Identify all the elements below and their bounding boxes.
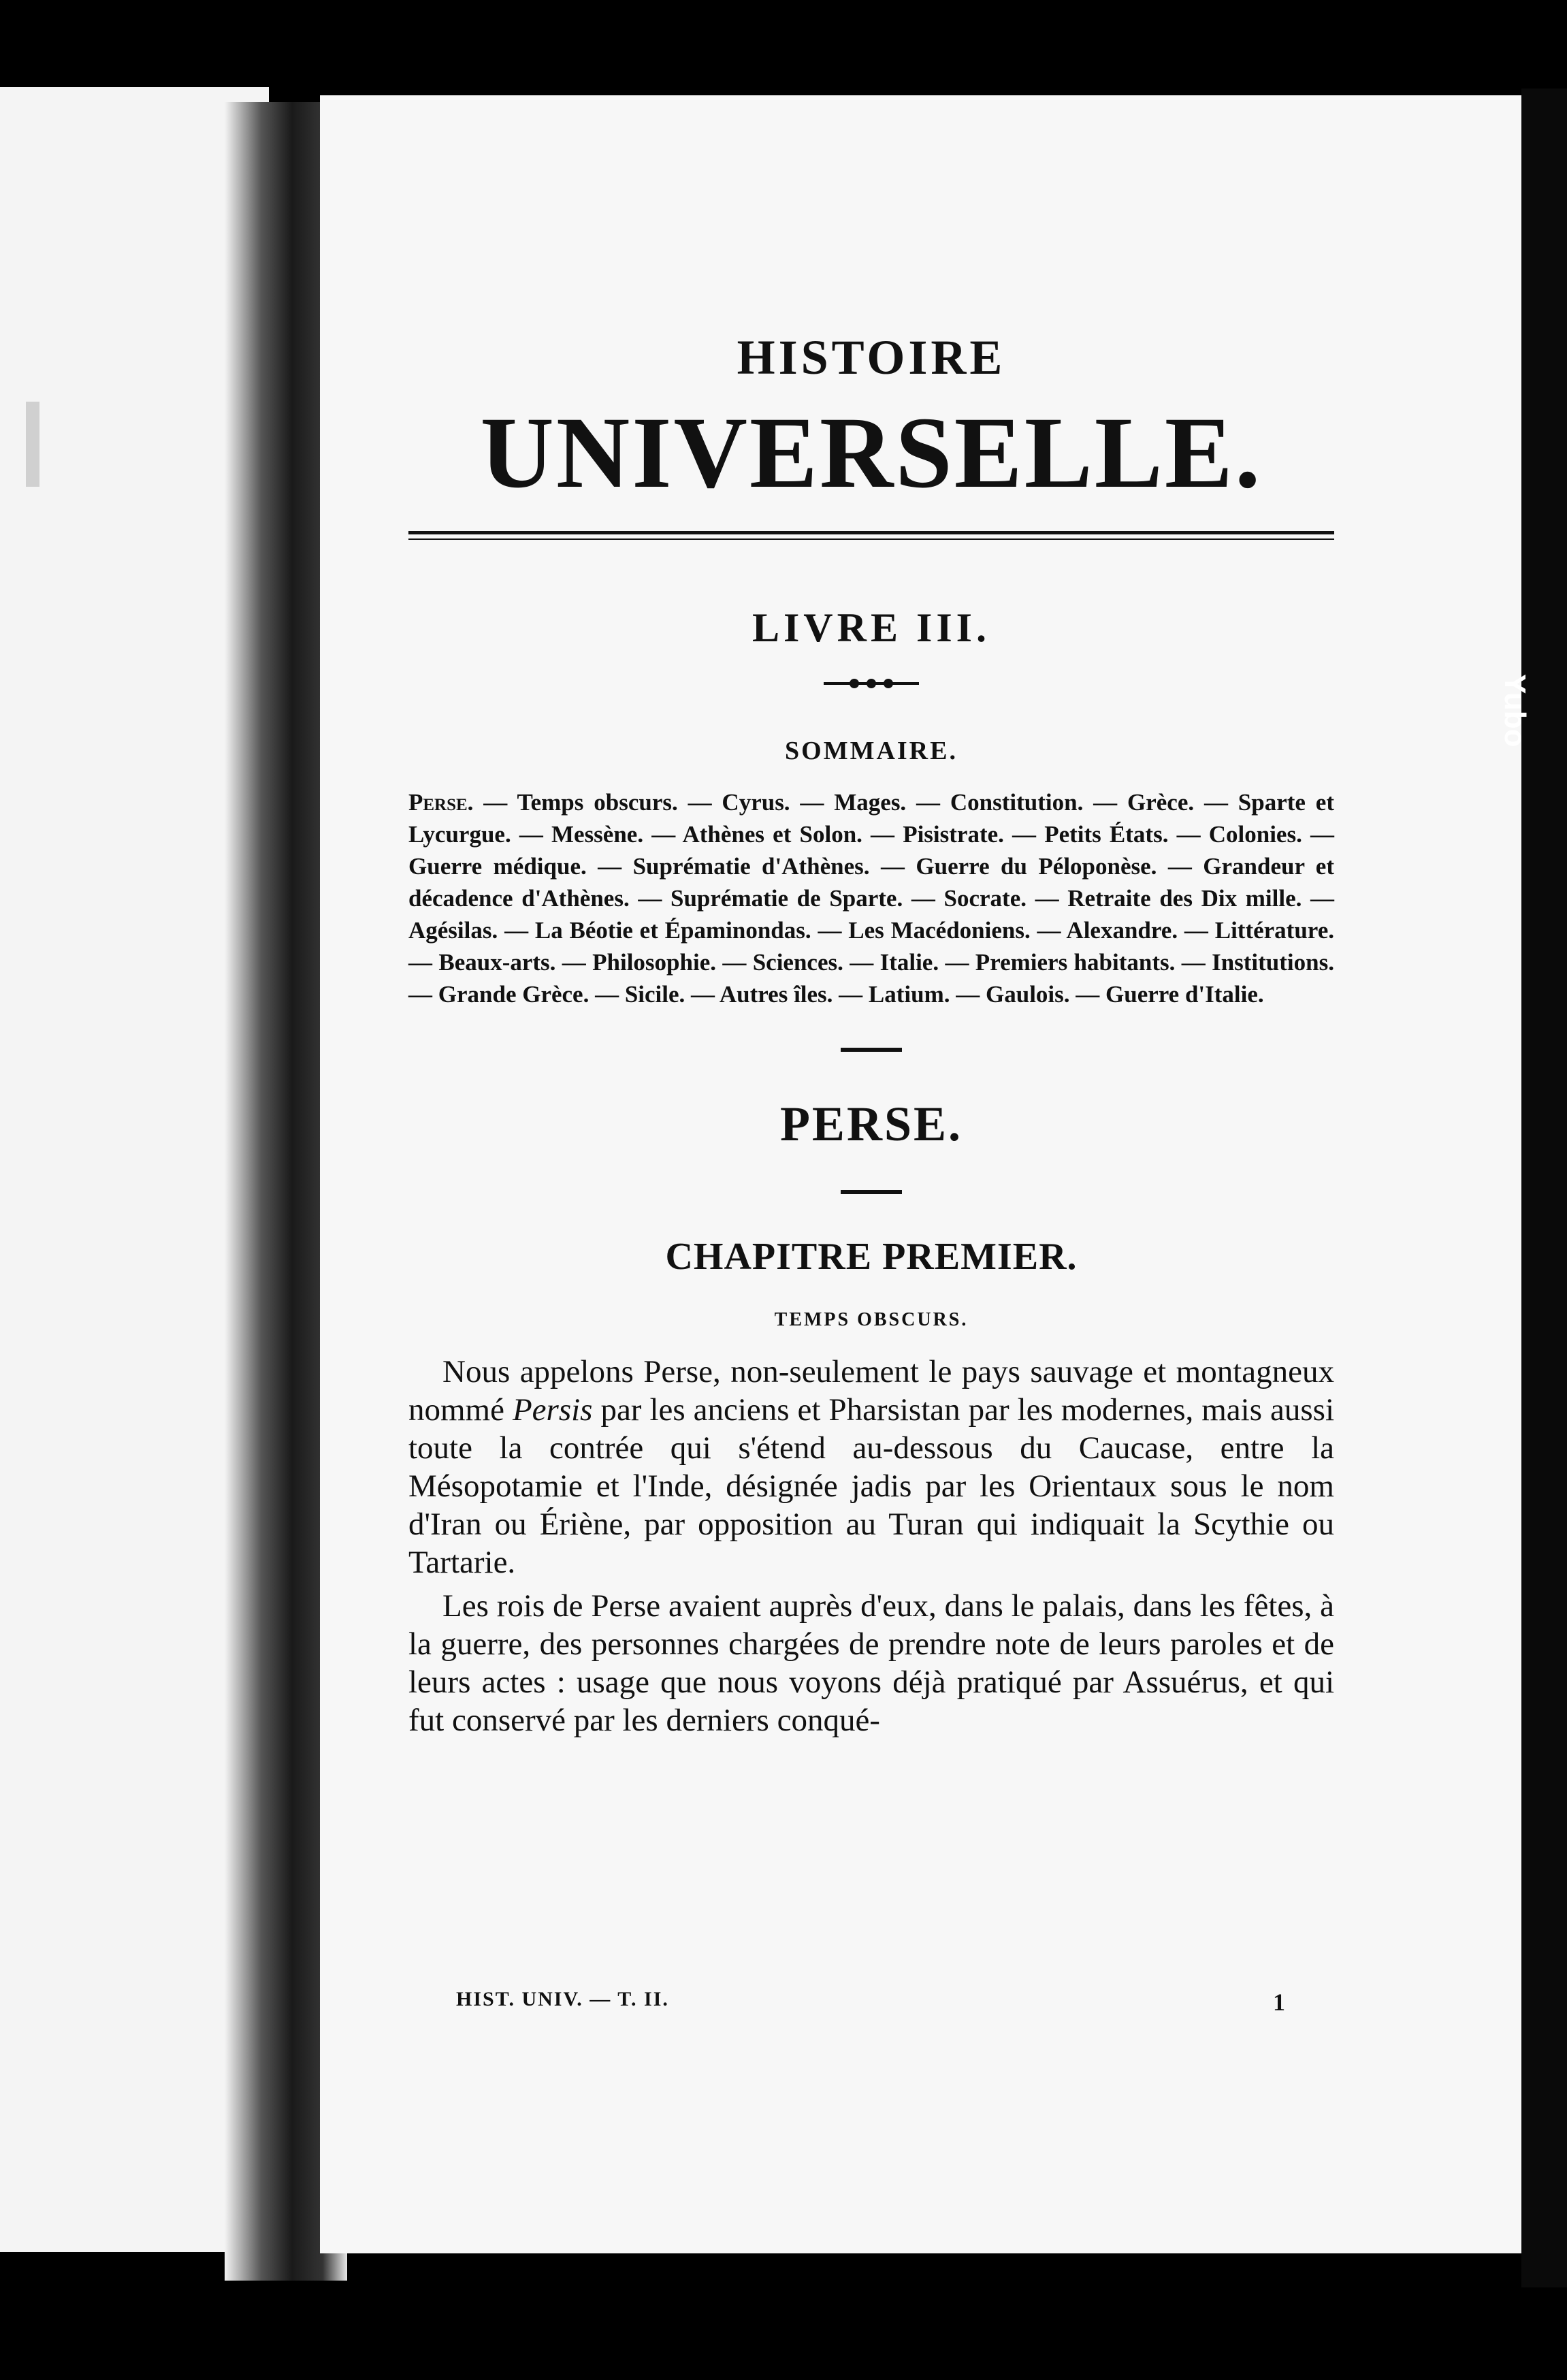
- title-rule: [408, 531, 1334, 540]
- paragraph: Les rois de Perse avaient auprès d'eux, dans le palais, dans les fêtes, à la guerre, des personnes chargées de prendre note de leurs paroles et de leurs actes : usage que nous voyons déjà pratiqué par Assuérus, et qui fut conservé par les derniers conqué-: [408, 1588, 1334, 1738]
- page-content: [408, 327, 1334, 1745]
- body-text: [408, 1353, 1334, 1739]
- page-number: 1: [1273, 1989, 1287, 2016]
- title-kicker: HISTOIRE: [737, 330, 1006, 385]
- paragraph-text: Nous appelons Perse, non-seulement le pays sauvage et montagneux nommé: [408, 1354, 1334, 1428]
- paragraph-text: par les anciens et Pharsistan par les modernes, mais aussi toute la contrée qui s'étend au-dessous du Caucase, entre la Mésopotamie et l'Inde, désignée jadis par les Orientaux sous le nom d'Iran ou Ériène, par opposition au Turan qui indiquait la Scythie ou Tartarie.: [408, 1392, 1334, 1580]
- page-title: UNIVERSELLE.: [480, 396, 1263, 509]
- section-rule-top: [841, 1048, 902, 1052]
- section-rule-bottom: [841, 1190, 902, 1194]
- paragraph: [408, 1353, 1334, 1581]
- page-edge: [1521, 89, 1567, 2287]
- signature-mark: HIST. UNIV. — T. II.: [456, 1988, 669, 2010]
- summary-body: — Temps obscurs. — Cyrus. — Mages. — Constitution. — Grèce. — Sparte et Lycurgue. — Messène. — Athènes et Solon. — Pisistrate. — Petits États. — Colonies. — Guerre médique. — Suprématie d'Athènes. — Guerre du Péloponèse. — Grandeur et décadence d'Athènes. — Suprématie de Sparte. — Socrate. — Retraite des Dix mille. — Agésilas. — La Béotie et Épaminondas. — Les Macédoniens. — Alexandre. — Littérature. — Beaux-arts. — Philosophie. — Sciences. — Italie. — Premiers habitants. — Institutions. — Grande Grèce. — Sicile. — Autres îles. — Latium. — Gaulois. — Guerre d'Italie.: [408, 789, 1334, 1008]
- summary-heading: SOMMAIRE.: [785, 737, 958, 765]
- summary-text: [408, 786, 1334, 1010]
- ornament-divider: [824, 679, 919, 688]
- section-title: PERSE.: [779, 1097, 963, 1151]
- book-label: LIVRE III.: [752, 605, 991, 650]
- edge-text: Yubo: [1498, 674, 1532, 747]
- chapter-title: CHAPITRE PREMIER.: [665, 1236, 1078, 1278]
- summary-lead: Perse.: [408, 789, 474, 816]
- facing-page-mark: [26, 402, 39, 487]
- chapter-subtitle: TEMPS OBSCURS.: [774, 1309, 969, 1330]
- paragraph-emphasis: Persis: [512, 1392, 593, 1428]
